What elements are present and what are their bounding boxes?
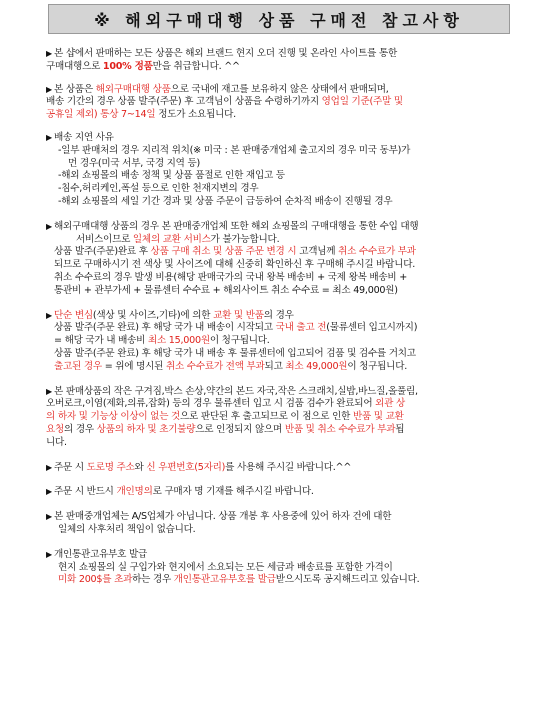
notice-line: 의 하자 및 기능상 이상이 없는 것으로 판단된 후 출고되므로 이 점으로 인한 반품 및 교환 [46, 411, 404, 423]
notice-content [46, 48, 526, 597]
notice-line: = 해당 국가 내 배송비 최소 15,000원이 청구됩니다. [54, 335, 270, 347]
notice-line: 상품 발주(주문 완료) 후 해당 국가 내 배송 후 물류센터에 입고되어 검품 및 검수를 거치고 [54, 347, 416, 359]
notice-line: ▶ 해외구매대행 상품의 경우 본 판매중개업체 또한 해외 쇼핑몰의 구매대행을 통한 수입 대행 [46, 220, 419, 232]
bullet-icon: ▶ [46, 512, 52, 522]
bullet-icon: ▶ [46, 487, 52, 497]
notice-line: 오버로크,이염(제화,의류,잡화) 등의 경우 물류센터 입고 시 검품 검수가 완료되어 외관 상 [46, 398, 406, 410]
notice-section-no-as [46, 511, 526, 537]
notice-line: 요청의 경우 상품의 하자 및 초기불량으로 인정되지 않으며 반품 및 취소 수수료가 부과됩 [46, 423, 405, 435]
notice-line: 배송 기간의 경우 상품 발주(주문) 후 고객님이 상품을 수령하기까지 영업일 기준(주말 및 [46, 96, 403, 108]
page-title: ※ 해외구매대행 상품 구매전 참고사항 [94, 10, 464, 30]
notice-line: ▶ 본 샵에서 판매하는 모든 상품은 해외 브랜드 현지 오더 진행 및 온라인 사이트를 통한 [46, 48, 397, 59]
notice-line: ▶ 주문 시 반드시 개인명의로 구매자 명 기재를 해주시길 바랍니다. [46, 486, 314, 498]
notice-line: 공휴일 제외) 통상 7~14일 정도가 소요됩니다. [46, 109, 236, 121]
notice-section-address [46, 462, 526, 475]
notice-line: 현지 쇼핑몰의 실 구입가와 현지에서 소요되는 모든 세금과 배송료를 포함한 가격이 [58, 561, 393, 573]
title-bar [48, 4, 510, 34]
notice-line: 통관비 + 관부가세 + 물류센터 수수료 + 해외사이트 취소 수수료 = 최소 49,000원) [54, 284, 398, 296]
notice-line: ▶ 본 판매중개업체는 A/S업체가 아닙니다. 상품 개봉 후 사용중에 있어 하자 건에 대한 [46, 511, 392, 523]
notice-section-defects [46, 386, 526, 450]
notice-line: 상품 발주(주문)완료 후 상품 구매 취소 및 상품 주문 변경 시 고객님께 취소 수수료가 부과 [54, 246, 416, 258]
notice-line: 취소 수수료의 경우 발생 비용(해당 판매국가의 국내 왕복 배송비 + 국제 왕복 배송비 + [54, 271, 408, 283]
notice-line: 니다. [46, 436, 67, 448]
bullet-icon: ▶ [46, 221, 52, 231]
notice-line: ▶ 본 상품은 해외구매대행 상품으로 국내에 재고를 보유하지 않은 상태에서 판매되며, [46, 83, 389, 95]
notice-line: 되므로 구매하시기 전 색상 및 사이즈에 대해 신중히 확인하신 후 구매해 주시길 바랍니다. [54, 259, 416, 271]
notice-line: ▶ 본 판매상품의 작은 구겨짐,박스 손상,약간의 본드 자국,작은 스크래치,실밥,바느질,올풀림, [46, 385, 418, 397]
notice-line: 출고된 경우 = 위에 명시된 취소 수수료가 전액 부과되고 최소 49,000원이 청구됩니다. [54, 360, 408, 372]
notice-line: -해외 쇼핑몰의 세일 기간 경과 및 상품 주문이 급등하여 순차적 배송이 진행될 경우 [58, 195, 393, 207]
notice-section-no-exchange [46, 221, 526, 298]
notice-section-delivery-period [46, 84, 526, 122]
notice-line: 상품 발주(주문 완료) 후 해당 국가 내 배송이 시작되고 국내 출고 전(물류센터 입고시까지) [54, 322, 418, 334]
bullet-icon: ▶ [46, 84, 52, 94]
bullet-icon: ▶ [46, 49, 52, 58]
notice-line: 구매대행으로 100% 정품만을 취급합니다. ^^ [46, 60, 240, 72]
bullet-icon: ▶ [46, 310, 52, 320]
bullet-icon: ▶ [46, 462, 52, 472]
notice-line: ▶ 단순 변심(색상 및 사이즈,기타)에 의한 교환 및 반품의 경우 [46, 309, 294, 321]
notice-line: -해외 쇼핑몰의 배송 정책 및 상품 품절로 인한 재입고 등 [58, 170, 285, 182]
bullet-icon: ▶ [46, 386, 52, 396]
notice-line: 미화 200$를 초과하는 경우 개인통관고유부호를 발급받으시도록 공지해드리고 있습니다. [58, 574, 420, 586]
notice-line: -일부 판매처의 경우 지리적 위치(※ 미국 : 본 판매중개업체 출고지의 경우 미국 동부)가 [58, 144, 411, 156]
notice-line: -침수,허리케인,폭설 등으로 인한 천재지변의 경우 [58, 183, 259, 195]
notice-section-return [46, 310, 526, 374]
notice-line: 서비스이므로 일체의 교환 서비스가 불가능합니다. [76, 233, 280, 245]
notice-line: 먼 경우(미국 서부, 국경 지역 등) [68, 157, 200, 169]
bullet-icon: ▶ [46, 132, 52, 142]
notice-section-customs-code [46, 549, 526, 587]
notice-line: ▶ 주문 시 도로명 주소와 신 우편번호(5자리)를 사용해 주시길 바랍니다.^^ [46, 461, 352, 473]
notice-section-authentic [46, 48, 526, 74]
notice-section-personal-name [46, 486, 526, 499]
notice-line: ▶ 배송 지연 사유 [46, 131, 114, 143]
notice-section-delay-reasons [46, 132, 526, 209]
bullet-icon: ▶ [46, 549, 52, 559]
notice-line: 일체의 사후처리 책임이 없습니다. [58, 523, 196, 535]
notice-line: ▶ 개인통관고유부호 발급 [46, 548, 147, 560]
